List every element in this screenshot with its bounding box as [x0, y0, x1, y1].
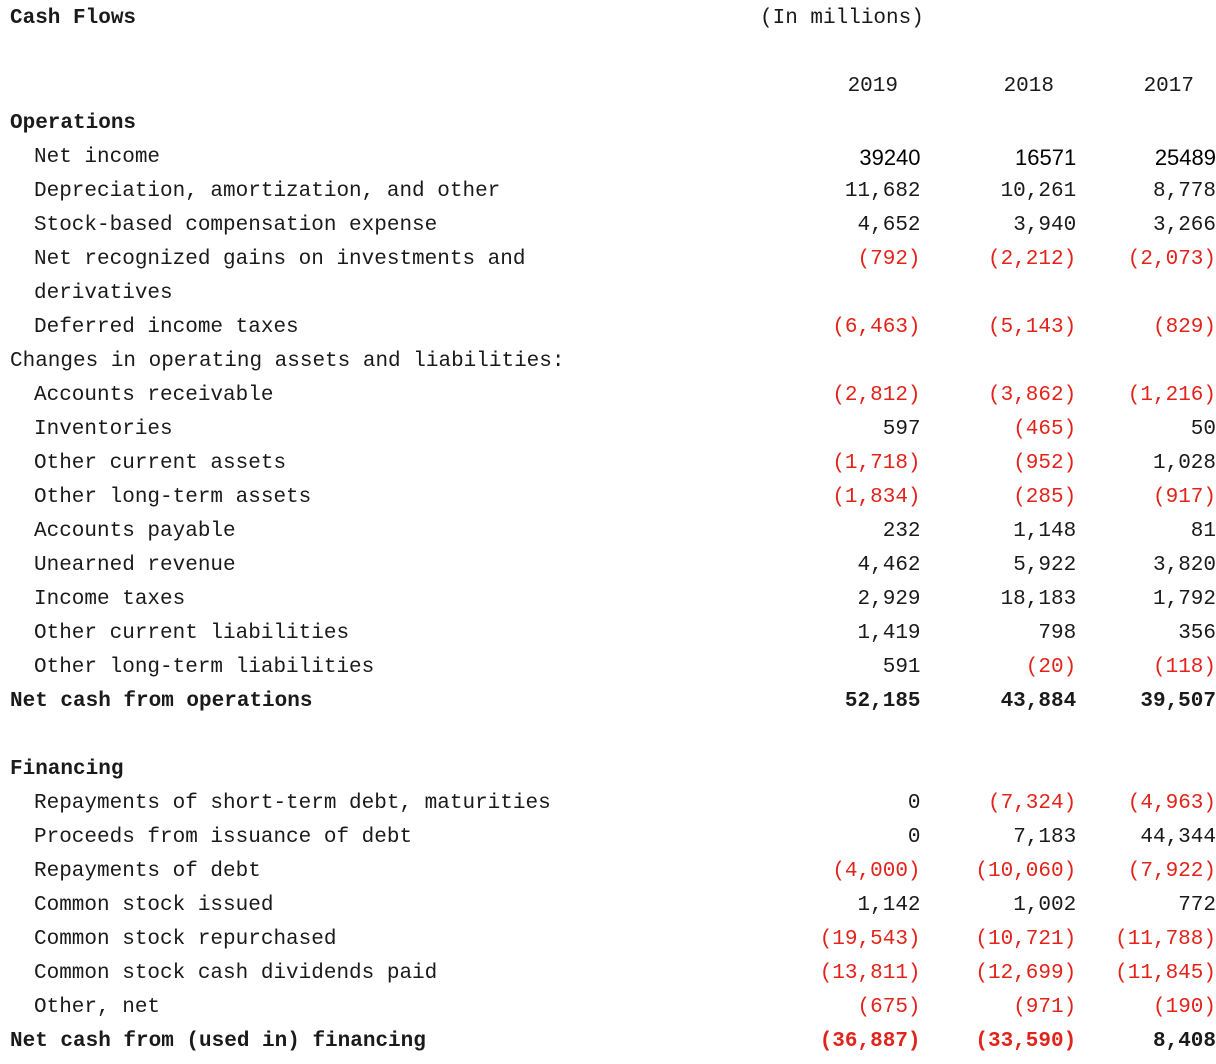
value-cell: (5,143)	[987, 316, 1077, 339]
total-row-operations	[10, 685, 1216, 719]
table-row	[10, 991, 1216, 1025]
row-label: Common stock repurchased	[34, 928, 337, 951]
table-row	[10, 379, 1216, 413]
table-row	[10, 549, 1216, 583]
value-cell: (675)	[857, 996, 921, 1019]
value-cell: 44,344	[1140, 826, 1216, 849]
value-cell: 50	[1190, 418, 1216, 441]
value-cell: 591	[882, 656, 921, 679]
value-cell: (4,963)	[1127, 792, 1216, 815]
value-cell: (2,073)	[1127, 248, 1216, 271]
value-cell: 232	[882, 520, 921, 543]
value-cell: 16571	[1015, 145, 1077, 170]
table-row	[10, 413, 1216, 447]
value-cell: 0	[907, 826, 921, 849]
value-cell: 1,148	[1013, 520, 1077, 543]
value-cell: 39240	[859, 145, 921, 170]
table-row	[10, 481, 1216, 515]
row-label: Accounts receivable	[34, 384, 274, 407]
value-cell: (1,718)	[832, 452, 921, 475]
value-cell: 11,682	[844, 180, 921, 203]
row-label: Repayments of debt	[34, 860, 261, 883]
value-cell: (285)	[1013, 486, 1077, 509]
table-row	[10, 889, 1216, 923]
value-cell: 1,028	[1152, 452, 1216, 475]
row-label: Stock-based compensation expense	[34, 214, 438, 237]
value-cell: 1,002	[1013, 894, 1077, 917]
table-row	[10, 617, 1216, 651]
units-note: (In millions)	[760, 7, 924, 30]
section-heading-row	[10, 107, 1216, 141]
value-cell: (829)	[1152, 316, 1216, 339]
row-label: Proceeds from issuance of debt	[34, 826, 413, 849]
row-label: Repayments of short-term debt, maturities	[34, 792, 551, 815]
total-value: 52,185	[844, 690, 921, 713]
value-cell: (20)	[1025, 656, 1077, 679]
total-label: Net cash from operations	[10, 690, 313, 713]
table-row	[10, 141, 1216, 175]
value-cell: (4,000)	[832, 860, 921, 883]
total-value: 43,884	[1000, 690, 1077, 713]
value-cell: 3,266	[1152, 214, 1216, 237]
value-cell: (19,543)	[819, 928, 921, 951]
value-cell: 4,652	[857, 214, 921, 237]
row-label: Net recognized gains on investments and	[34, 248, 526, 271]
value-cell: 1,792	[1152, 588, 1216, 611]
value-cell: (11,845)	[1115, 962, 1216, 985]
value-cell: 0	[907, 792, 921, 815]
row-label: Accounts payable	[34, 520, 236, 543]
section-heading-financing: Financing	[10, 758, 124, 781]
year-header-2018: 2018	[1003, 75, 1054, 98]
row-label: Other long-term assets	[34, 486, 312, 509]
cash-flow-table	[10, 107, 1216, 1059]
value-cell: 356	[1178, 622, 1216, 645]
table-row	[10, 447, 1216, 481]
value-cell: (1,216)	[1127, 384, 1216, 407]
row-label: Other, net	[34, 996, 161, 1019]
table-row	[10, 855, 1216, 889]
table-row	[10, 651, 1216, 685]
value-cell: (11,788)	[1115, 928, 1216, 951]
row-label: Depreciation, amortization, and other	[34, 180, 501, 203]
value-cell: (2,212)	[987, 248, 1077, 271]
year-header-2017: 2017	[1143, 75, 1194, 98]
value-cell: 1,142	[857, 894, 921, 917]
value-cell: (13,811)	[819, 962, 921, 985]
value-cell: 4,462	[857, 554, 921, 577]
value-cell: 772	[1178, 894, 1216, 917]
row-label-continuation: derivatives	[34, 282, 173, 305]
value-cell: (7,922)	[1127, 860, 1216, 883]
table-row	[10, 957, 1216, 991]
table-row	[10, 821, 1216, 855]
value-cell: (465)	[1013, 418, 1077, 441]
table-row	[10, 923, 1216, 957]
table-row	[10, 515, 1216, 549]
value-cell: 3,820	[1152, 554, 1216, 577]
value-cell: (952)	[1013, 452, 1077, 475]
value-cell: (971)	[1013, 996, 1077, 1019]
value-cell: 8,778	[1152, 180, 1216, 203]
section-heading-row	[10, 753, 1216, 787]
value-cell: 18,183	[1000, 588, 1077, 611]
value-cell: (917)	[1152, 486, 1216, 509]
row-label: Other long-term liabilities	[34, 656, 375, 679]
total-label: Net cash from (used in) financing	[10, 1030, 426, 1053]
total-value: 8,408	[1152, 1030, 1216, 1053]
value-cell: 3,940	[1013, 214, 1077, 237]
value-cell: 1,419	[857, 622, 921, 645]
row-label: Deferred income taxes	[34, 316, 299, 339]
table-row	[10, 277, 1216, 311]
table-row	[10, 311, 1216, 345]
total-value: (36,887)	[819, 1030, 921, 1053]
row-label: Other current liabilities	[34, 622, 350, 645]
total-value: (33,590)	[975, 1030, 1077, 1053]
value-cell: 798	[1038, 622, 1077, 645]
value-cell: (6,463)	[832, 316, 921, 339]
value-cell: (118)	[1152, 656, 1216, 679]
total-value: 39,507	[1140, 690, 1216, 713]
value-cell: 10,261	[1000, 180, 1077, 203]
row-label: Unearned revenue	[34, 554, 236, 577]
value-cell: 5,922	[1013, 554, 1077, 577]
table-row	[10, 583, 1216, 617]
section-heading-operations: Operations	[10, 112, 137, 135]
value-cell: 81	[1190, 520, 1216, 543]
table-row	[10, 209, 1216, 243]
row-label: Common stock issued	[34, 894, 274, 917]
spacer-row	[10, 719, 1216, 753]
changes-heading: Changes in operating assets and liabilities:	[10, 350, 565, 373]
value-cell: (190)	[1152, 996, 1216, 1019]
row-label: Inventories	[34, 418, 173, 441]
value-cell: 25489	[1154, 145, 1216, 170]
total-row-financing	[10, 1025, 1216, 1059]
row-label: Income taxes	[34, 588, 186, 611]
table-row	[10, 175, 1216, 209]
statement-title: Cash Flows	[10, 7, 137, 30]
row-label: Other current assets	[34, 452, 287, 475]
value-cell: (10,721)	[975, 928, 1077, 951]
value-cell: 7,183	[1013, 826, 1077, 849]
subsection-heading-row	[10, 345, 1216, 379]
value-cell: (7,324)	[987, 792, 1077, 815]
value-cell: 597	[882, 418, 921, 441]
value-cell: (792)	[857, 248, 921, 271]
value-cell: (12,699)	[975, 962, 1077, 985]
value-cell: (3,862)	[987, 384, 1077, 407]
value-cell: 2,929	[857, 588, 921, 611]
year-header-2019: 2019	[847, 75, 898, 98]
value-cell: (2,812)	[832, 384, 921, 407]
table-row	[10, 243, 1216, 277]
row-label: Net income	[34, 146, 161, 169]
value-cell: (1,834)	[832, 486, 921, 509]
table-row	[10, 787, 1216, 821]
row-label: Common stock cash dividends paid	[34, 962, 438, 985]
value-cell: (10,060)	[975, 860, 1077, 883]
